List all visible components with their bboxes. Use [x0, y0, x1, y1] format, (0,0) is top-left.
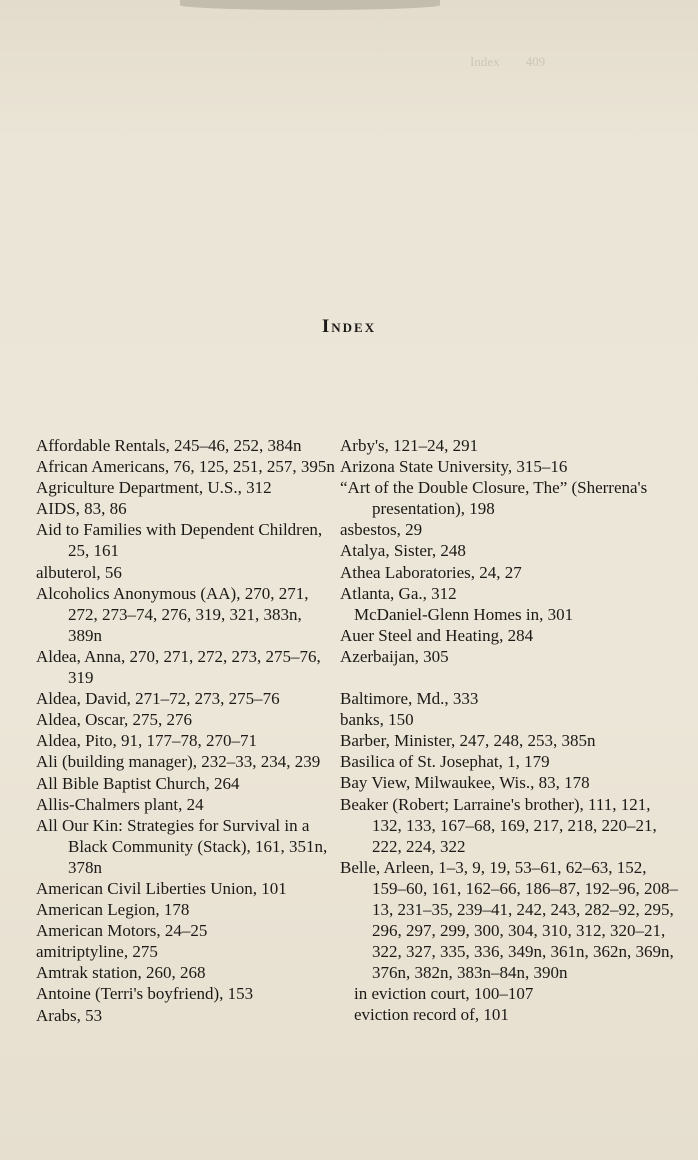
index-entry: Aid to Families with Dependent Children, 25, 161	[36, 520, 323, 561]
index-entry: Arabs, 53	[36, 1005, 103, 1025]
index-entry: Athea Laboratories, 24, 27	[340, 562, 522, 582]
index-entry: Amtrak station, 260, 268	[36, 963, 206, 983]
index-entry: Aldea, Oscar, 275, 276	[36, 710, 193, 730]
index-entry: “Art of the Double Closure, The” (Sherrena's presentation), 198	[340, 478, 648, 519]
index-entry: American Legion, 178	[36, 900, 190, 920]
index-entry: Alcoholics Anonymous (AA), 270, 271, 272, 273–74, 276, 319, 321, 383n, 389n	[36, 583, 309, 645]
index-entry: Atalya, Sister, 248	[340, 541, 466, 561]
show-through-header: Index 409	[470, 54, 546, 69]
index-entry: Baltimore, Md., 333	[340, 689, 479, 709]
index-entry: Auer Steel and Heating, 284	[340, 625, 534, 645]
index-entry: Belle, Arleen, 1–3, 9, 19, 53–61, 62–63, 152, 159–60, 161, 162–66, 186–87, 192–96, 208–13, 231–35, 239–41, 242, 243, 282–92, 295, 296, 297, 299, 300, 304, 310, 312, 320–21, 322, 327, 335, 336, 349n, 361n, 362n, 369n, 376n, 382n, 383n–84n, 390n	[340, 857, 678, 983]
index-column-right	[340, 435, 680, 1026]
index-entry: Agriculture Department, U.S., 312	[36, 478, 272, 498]
index-entry: American Civil Liberties Union, 101	[36, 878, 287, 898]
index-entry: Affordable Rentals, 245–46, 252, 384n	[36, 436, 302, 455]
index-entry: Beaker (Robert; Larraine's brother), 111, 121, 132, 133, 167–68, 169, 217, 218, 220–21, 222, 224, 322	[340, 794, 657, 856]
index-entry: banks, 150	[340, 710, 414, 730]
index-entry: Antoine (Terri's boyfriend), 153	[36, 984, 254, 1004]
index-entry: Arby's, 121–24, 291	[340, 436, 479, 455]
index-entry: Aldea, David, 271–72, 273, 275–76	[36, 689, 280, 709]
index-entry: Ali (building manager), 232–33, 234, 239	[36, 752, 321, 772]
index-entry: albuterol, 56	[36, 562, 122, 582]
index-entry: Basilica of St. Josephat, 1, 179	[340, 752, 550, 772]
index-subentry: McDaniel-Glenn Homes in, 301	[354, 604, 574, 624]
index-entry: Arizona State University, 315–16	[340, 457, 568, 477]
index-entry: Azerbaijan, 305	[340, 646, 449, 666]
index-column-left	[36, 435, 336, 1026]
index-subentry: eviction record of, 101	[354, 1005, 509, 1025]
index-heading: Index	[321, 316, 377, 337]
index-entry: African Americans, 76, 125, 251, 257, 395n	[36, 457, 335, 477]
index-entry: Bay View, Milwaukee, Wis., 83, 178	[340, 773, 590, 793]
index-entry: Aldea, Pito, 91, 177–78, 270–71	[36, 731, 257, 751]
index-subentry: in eviction court, 100–107	[354, 984, 534, 1004]
index-entry: amitriptyline, 275	[36, 942, 158, 962]
index-entry: Allis-Chalmers plant, 24	[36, 794, 204, 814]
index-entry: Barber, Minister, 247, 248, 253, 385n	[340, 731, 596, 751]
index-entry: AIDS, 83, 86	[36, 499, 127, 519]
index-entry: Atlanta, Ga., 312	[340, 583, 457, 603]
index-entry: asbestos, 29	[340, 520, 423, 540]
index-entry: All Our Kin: Strategies for Survival in a Black Community (Stack), 161, 351n, 378n	[36, 815, 328, 877]
index-entry: All Bible Baptist Church, 264	[36, 773, 240, 793]
index-entry: Aldea, Anna, 270, 271, 272, 273, 275–76, 319	[36, 646, 321, 688]
index-entry: American Motors, 24–25	[36, 921, 208, 941]
page-shadow	[180, 0, 440, 10]
